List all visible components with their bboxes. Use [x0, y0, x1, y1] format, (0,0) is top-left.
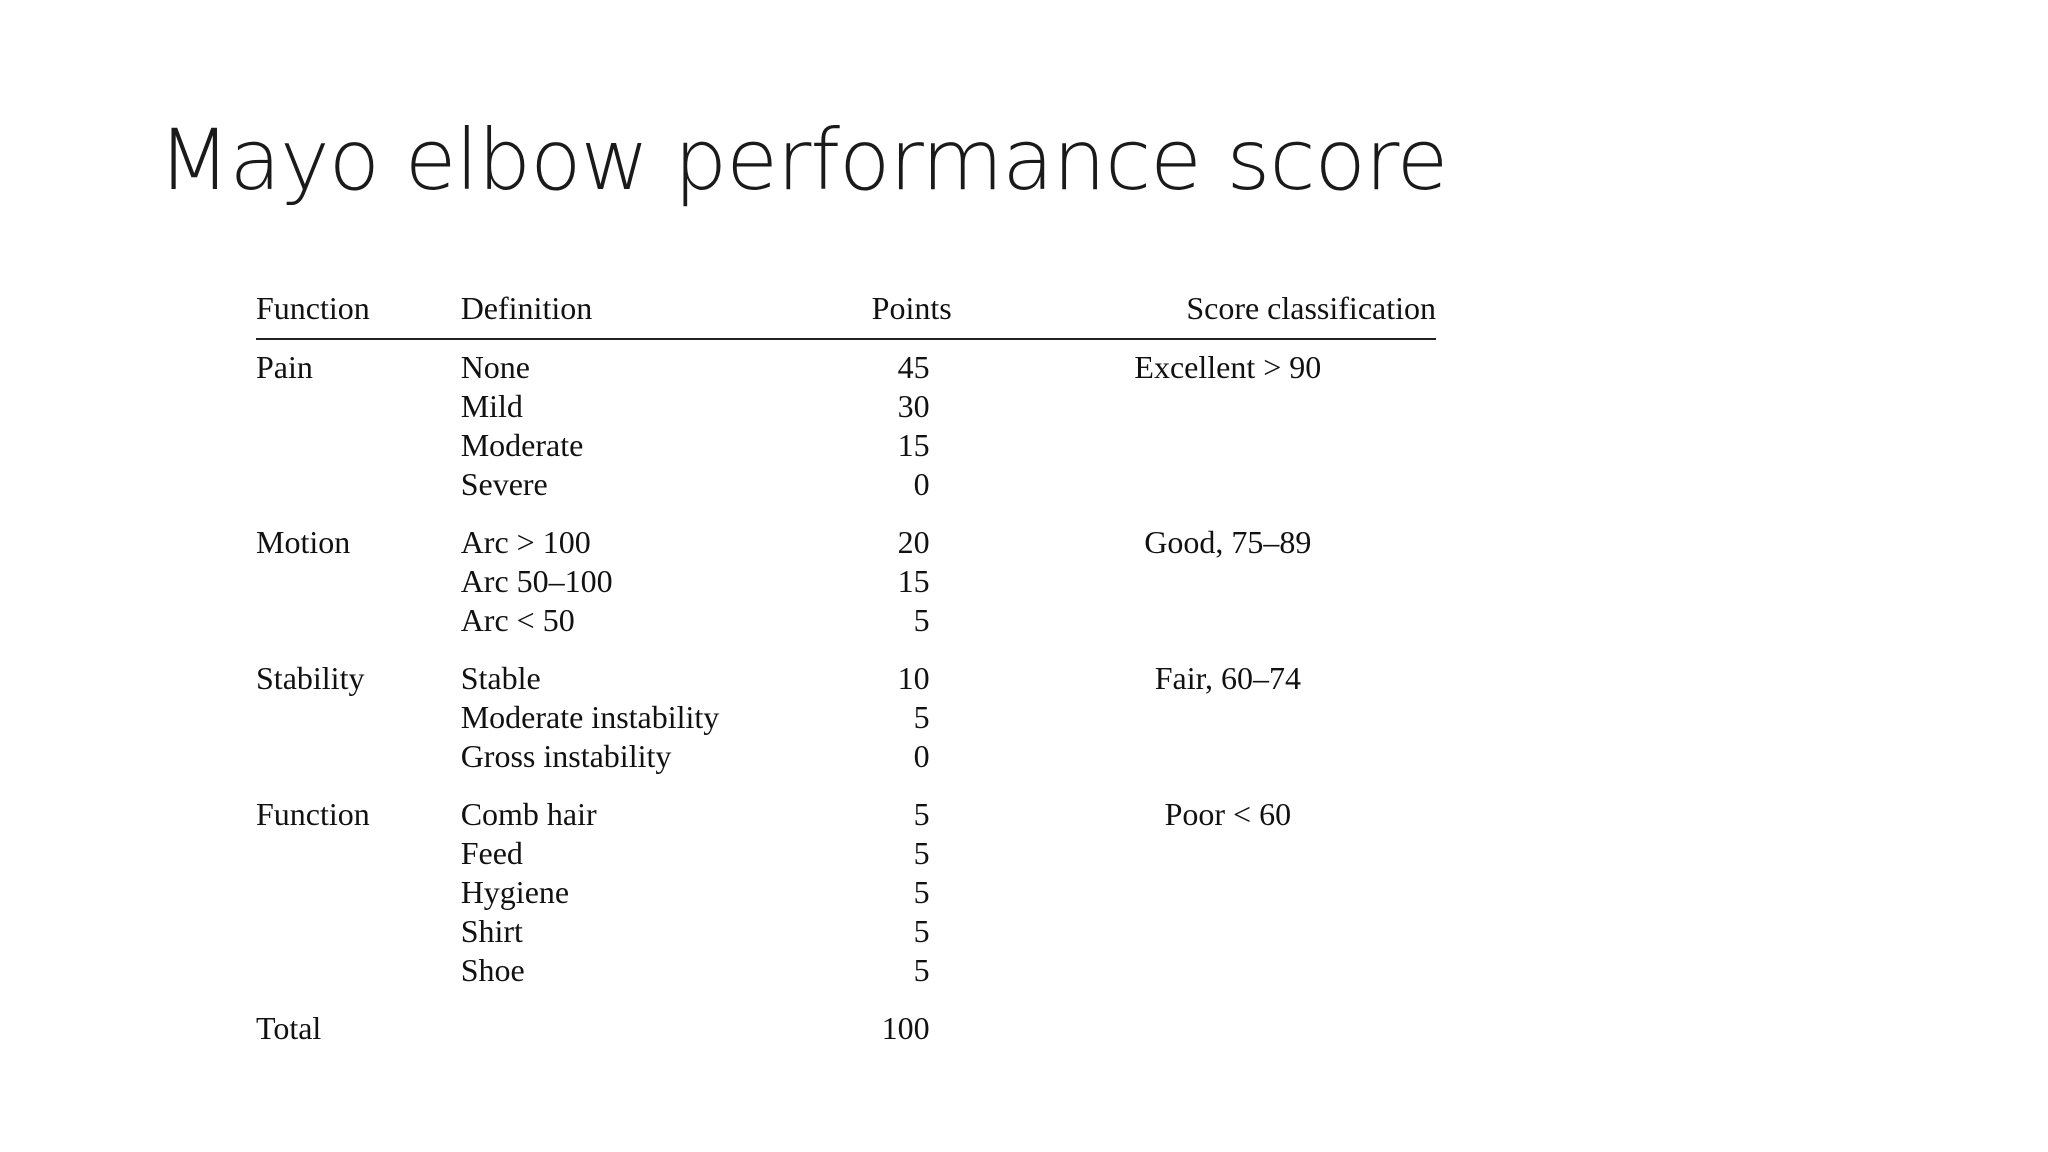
header-definition: Definition: [461, 288, 830, 339]
table-row: [256, 426, 1436, 465]
cell-definition: Feed: [460, 835, 523, 871]
table-row: [256, 640, 1436, 698]
table-body: [256, 339, 1436, 1048]
table-row: [256, 698, 1436, 737]
cell-classification: [956, 873, 1436, 912]
cell-classification: [956, 562, 1436, 601]
cell-points: 5: [913, 952, 930, 988]
cell-function: [256, 426, 461, 465]
cell-definition: Shoe: [460, 952, 525, 988]
cell-function: [256, 387, 461, 426]
cell-definition: Comb hair: [460, 796, 597, 832]
cell-function: [256, 737, 461, 776]
cell-definition: None: [460, 349, 530, 385]
header-function: Function: [256, 288, 461, 339]
table-row-total: [256, 990, 1436, 1048]
table-row: [256, 562, 1436, 601]
cell-definition: Moderate: [460, 427, 584, 463]
cell-definition: Gross instability: [460, 738, 672, 774]
cell-definition: Arc < 50: [460, 602, 575, 638]
cell-classification: [956, 737, 1436, 776]
slide-title: Mayo elbow performance score: [158, 111, 1448, 209]
cell-classification: [956, 426, 1436, 465]
cell-points: 5: [913, 602, 930, 638]
cell-definition: Shirt: [460, 913, 523, 949]
cell-function: Function: [256, 796, 370, 832]
cell-points: 20: [897, 524, 930, 560]
cell-points: 15: [897, 563, 930, 599]
table-row: [256, 465, 1436, 504]
cell-points: 45: [897, 349, 930, 385]
cell-classification: [956, 465, 1436, 504]
cell-classification: [956, 912, 1436, 951]
table-row: [256, 387, 1436, 426]
cell-points: 5: [913, 796, 930, 832]
cell-points: 5: [913, 913, 930, 949]
cell-function: [256, 562, 461, 601]
cell-function: [256, 912, 461, 951]
cell-points: 5: [913, 835, 930, 871]
cell-points: 0: [913, 738, 930, 774]
cell-function: [256, 873, 461, 912]
cell-classification: [956, 951, 1436, 990]
cell-classification: [956, 387, 1436, 426]
cell-definition: Arc 50–100: [460, 563, 613, 599]
cell-function: Total: [256, 1010, 322, 1046]
cell-function: [256, 698, 461, 737]
cell-function: [256, 951, 461, 990]
cell-classification: Good, 75–89: [1144, 524, 1312, 560]
cell-classification: [956, 834, 1436, 873]
mayo-score-table: [256, 288, 1436, 1048]
cell-points: 5: [913, 699, 930, 735]
header-classification: Score classification: [956, 288, 1436, 339]
cell-classification: Fair, 60–74: [1154, 660, 1301, 696]
cell-definition: Stable: [460, 660, 541, 696]
table-header-row: [256, 288, 1436, 339]
cell-definition: Severe: [460, 466, 548, 502]
table-row: [256, 601, 1436, 640]
cell-function: Pain: [256, 349, 313, 385]
cell-function: [256, 834, 461, 873]
cell-classification: [956, 601, 1436, 640]
cell-function: Motion: [256, 524, 351, 560]
cell-definition: Mild: [460, 388, 523, 424]
cell-points: 10: [897, 660, 930, 696]
cell-function: [256, 601, 461, 640]
cell-points: 0: [913, 466, 930, 502]
cell-classification: [956, 990, 1436, 1048]
table-row: [256, 776, 1436, 834]
cell-points: 100: [881, 1010, 930, 1046]
cell-classification: [956, 698, 1436, 737]
table-row: [256, 873, 1436, 912]
header-points: Points: [830, 288, 956, 339]
cell-definition: [461, 990, 830, 1048]
cell-points: 15: [897, 427, 930, 463]
cell-definition: Arc > 100: [460, 524, 591, 560]
table-row: [256, 912, 1436, 951]
cell-classification: Poor < 60: [1164, 796, 1292, 832]
cell-points: 30: [897, 388, 930, 424]
cell-function: Stability: [256, 660, 365, 696]
cell-function: [256, 465, 461, 504]
table-row: [256, 834, 1436, 873]
cell-points: 5: [913, 874, 930, 910]
table-row: [256, 951, 1436, 990]
table-row: [256, 737, 1436, 776]
cell-definition: Hygiene: [460, 874, 570, 910]
table-row: [256, 504, 1436, 562]
cell-classification: Excellent > 90: [1134, 349, 1322, 385]
table-row: [256, 339, 1436, 387]
cell-definition: Moderate instability: [460, 699, 720, 735]
